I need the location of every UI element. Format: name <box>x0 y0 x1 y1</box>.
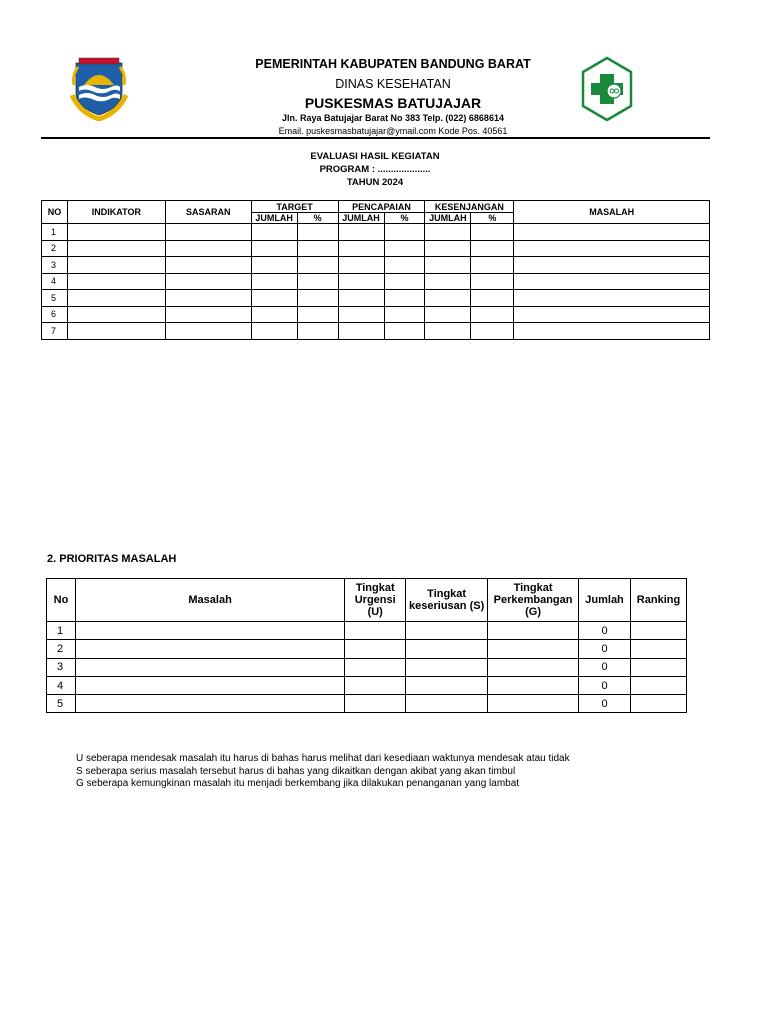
row-jumlah: 0 <box>579 622 631 640</box>
col-ranking: Ranking <box>631 579 687 622</box>
col-no: NO <box>42 201 68 224</box>
col-kesenjangan: KESENJANGAN <box>425 201 514 213</box>
table-row <box>47 676 687 694</box>
puskesmas-logo <box>580 56 634 122</box>
header-puskesmas: PUSKESMAS BATUJAJAR <box>304 95 482 111</box>
table-row <box>42 224 710 241</box>
col-pencapaian-jumlah: JUMLAH <box>338 213 384 224</box>
header-divider <box>41 137 710 139</box>
header-address: Jln. Raya Batujajar Barat No 383 Telp. (022) 6868614 <box>282 113 504 123</box>
year-line: TAHUN 2024 <box>346 177 404 188</box>
row-no: 1 <box>42 224 68 241</box>
note-urgensi: U seberapa mendesak masalah itu harus di bahas harus melihat dari kesediaan waktunya mendesak atau tidak <box>76 753 570 764</box>
table-row <box>47 658 687 676</box>
col-target-persen: % <box>297 213 338 224</box>
row-no: 1 <box>47 622 76 640</box>
col-pencapaian: PENCAPAIAN <box>338 201 425 213</box>
row-jumlah: 0 <box>579 676 631 694</box>
row-no: 2 <box>47 640 76 658</box>
col-keseriusan: Tingkat keseriusan (S) <box>406 579 488 622</box>
col-no: No <box>47 579 76 622</box>
row-no: 3 <box>42 257 68 274</box>
col-target: TARGET <box>251 201 338 213</box>
col-sasaran: SASARAN <box>165 201 251 224</box>
evaluation-table <box>41 200 710 340</box>
header-government: PEMERINTAH KABUPATEN BANDUNG BARAT <box>255 57 531 71</box>
priority-table <box>46 578 687 713</box>
col-jumlah: Jumlah <box>579 579 631 622</box>
col-pencapaian-persen: % <box>384 213 425 224</box>
col-perkembangan: Tingkat Perkembangan (G) <box>488 579 579 622</box>
col-indikator: INDIKATOR <box>67 201 165 224</box>
table-row <box>42 323 710 340</box>
row-jumlah: 0 <box>579 658 631 676</box>
table-row <box>42 306 710 323</box>
row-no: 5 <box>42 290 68 307</box>
col-masalah: MASALAH <box>514 201 710 224</box>
report-title: EVALUASI HASIL KEGIATAN <box>310 151 440 162</box>
note-keseriusan: S seberapa serius masalah tersebut harus di bahas yang dikaitkan dengan akibat yang akan timbul <box>76 765 516 777</box>
row-no: 5 <box>47 695 76 713</box>
table-row <box>47 622 687 640</box>
col-urgensi: Tingkat Urgensi (U) <box>345 579 406 622</box>
col-kesenjangan-jumlah: JUMLAH <box>425 213 471 224</box>
table-row <box>42 257 710 274</box>
kabupaten-emblem-logo <box>70 55 128 121</box>
row-no: 2 <box>42 240 68 257</box>
note-perkembangan: G seberapa kemungkinan masalah itu menjadi berkembang jika dilakukan penanganan yang lambat <box>76 778 520 789</box>
notes <box>76 753 570 791</box>
row-no: 3 <box>47 658 76 676</box>
col-masalah: Masalah <box>75 579 344 622</box>
col-kesenjangan-persen: % <box>471 213 514 224</box>
row-no: 7 <box>42 323 68 340</box>
row-no: 4 <box>47 676 76 694</box>
program-line: PROGRAM : .................... <box>319 164 431 175</box>
table-row <box>42 240 710 257</box>
row-jumlah: 0 <box>579 695 631 713</box>
table-row <box>47 640 687 658</box>
section-heading-prioritas: 2. PRIORITAS MASALAH <box>47 553 177 565</box>
row-no: 4 <box>42 273 68 290</box>
table-row <box>42 273 710 290</box>
row-jumlah: 0 <box>579 640 631 658</box>
table-row <box>47 695 687 713</box>
row-no: 6 <box>42 306 68 323</box>
header-department: DINAS KESEHATAN <box>335 77 451 91</box>
header-email: Email. puskesmasbatujajar@ymail.com Kode Pos. 40561 <box>278 126 508 136</box>
col-target-jumlah: JUMLAH <box>251 213 297 224</box>
table-row <box>42 290 710 307</box>
